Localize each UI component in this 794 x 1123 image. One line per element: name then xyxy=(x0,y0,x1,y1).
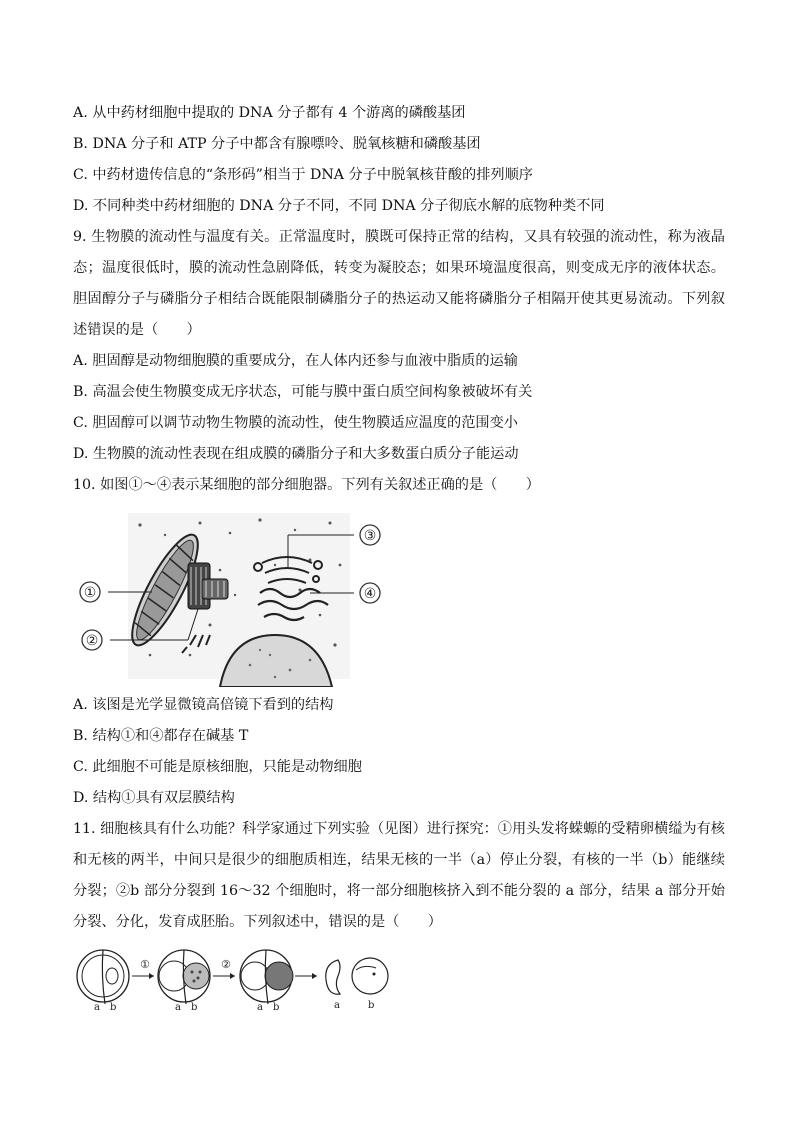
organelle-figure xyxy=(70,505,390,687)
q10-option-d: D. 结构①具有双层膜结构 xyxy=(73,790,235,806)
label-1: ① xyxy=(83,585,97,601)
label-b-3: b xyxy=(273,1002,280,1010)
label-a-4: a xyxy=(334,1000,340,1010)
q8-option-b: B. DNA 分子和 ATP 分子中都含有腺嘌呤、脱氧核糖和磷酸基团 xyxy=(73,136,481,152)
q10-option-a: A. 该图是光学显微镜高倍镜下看到的结构 xyxy=(73,697,334,713)
q9-option-b: B. 高温会使生物膜变成无序状态，可能与膜中蛋白质空间构象被破坏有关 xyxy=(73,384,533,400)
q9-stem: 9. 生物膜的流动性与温度有关。正常温度时，膜既可保持正常的结构，又具有较强的流动性，称为液晶态；温度很低时，膜的流动性急剧降低，转变为凝胶态；如果环境温度很高，则变成无序的液体状态。胆固醇分子与磷脂分子相结合既能限制磷脂分子的热运动又能将磷脂分子相隔开使其更易流动。下列叙述错误的是（ ） xyxy=(73,229,725,338)
stage-3-egg xyxy=(240,950,293,1004)
label-a-3: a xyxy=(257,1002,263,1010)
label-3: ③ xyxy=(363,528,377,544)
nucleus-experiment-figure xyxy=(72,948,392,1010)
q8-option-a: A. 从中药材细胞中提取的 DNA 分子都有 4 个游离的磷酸基团 xyxy=(73,105,466,121)
label-a-2: a xyxy=(175,1002,181,1010)
label-a-1: a xyxy=(94,1002,100,1010)
q8-option-c: C. 中药材遗传信息的“条形码”相当于 DNA 分子中脱氧核苷酸的排列顺序 xyxy=(73,167,533,183)
step-1-label: ① xyxy=(140,958,150,971)
q10-option-c: C. 此细胞不可能是原核细胞，只能是动物细胞 xyxy=(73,759,362,775)
q8-option-d: D. 不同种类中药材细胞的 DNA 分子不同，不同 DNA 分子彻底水解的底物种类不同 xyxy=(73,198,605,214)
label-b-4: b xyxy=(368,1000,375,1010)
step-2-label: ② xyxy=(221,958,231,971)
q10-option-b: B. 结构①和④都存在碱基 T xyxy=(73,728,249,744)
q9-option-a: A. 胆固醇是动物细胞膜的重要成分，在人体内还参与血液中脂质的运输 xyxy=(73,353,518,369)
label-4: ④ xyxy=(363,586,377,602)
label-b-2: b xyxy=(191,1002,198,1010)
label-2: ② xyxy=(85,633,99,649)
q9-option-d: D. 生物膜的流动性表现在组成膜的磷脂分子和大多数蛋白质分子能运动 xyxy=(73,446,519,462)
q11-stem: 11. 细胞核具有什么功能？科学家通过下列实验（见图）进行探究：①用头发将蝾螈的受精卵横缢为有核和无核的两半，中间只是很少的细胞质相连，结果无核的一半（a）停止分裂，有核的一半（b）能继续分裂；②b 部分分裂到 16～32 个细胞时，将一部分细胞核挤入到不能分裂的 a 部分，结果 a 部分开始分裂、分化，发育成胚胎。下列叙述中，错误的是（ ） xyxy=(73,821,725,930)
label-b-1: b xyxy=(110,1002,117,1010)
q9-option-c: C. 胆固醇可以调节动物生物膜的流动性，使生物膜适应温度的范围变小 xyxy=(73,415,518,431)
stage-2-egg xyxy=(158,950,210,1004)
stage-4-embryos xyxy=(326,958,388,994)
q10-stem: 10. 如图①～④表示某细胞的部分细胞器。下列有关叙述正确的是（ ） xyxy=(73,477,540,493)
stage-1-egg xyxy=(77,950,129,1004)
